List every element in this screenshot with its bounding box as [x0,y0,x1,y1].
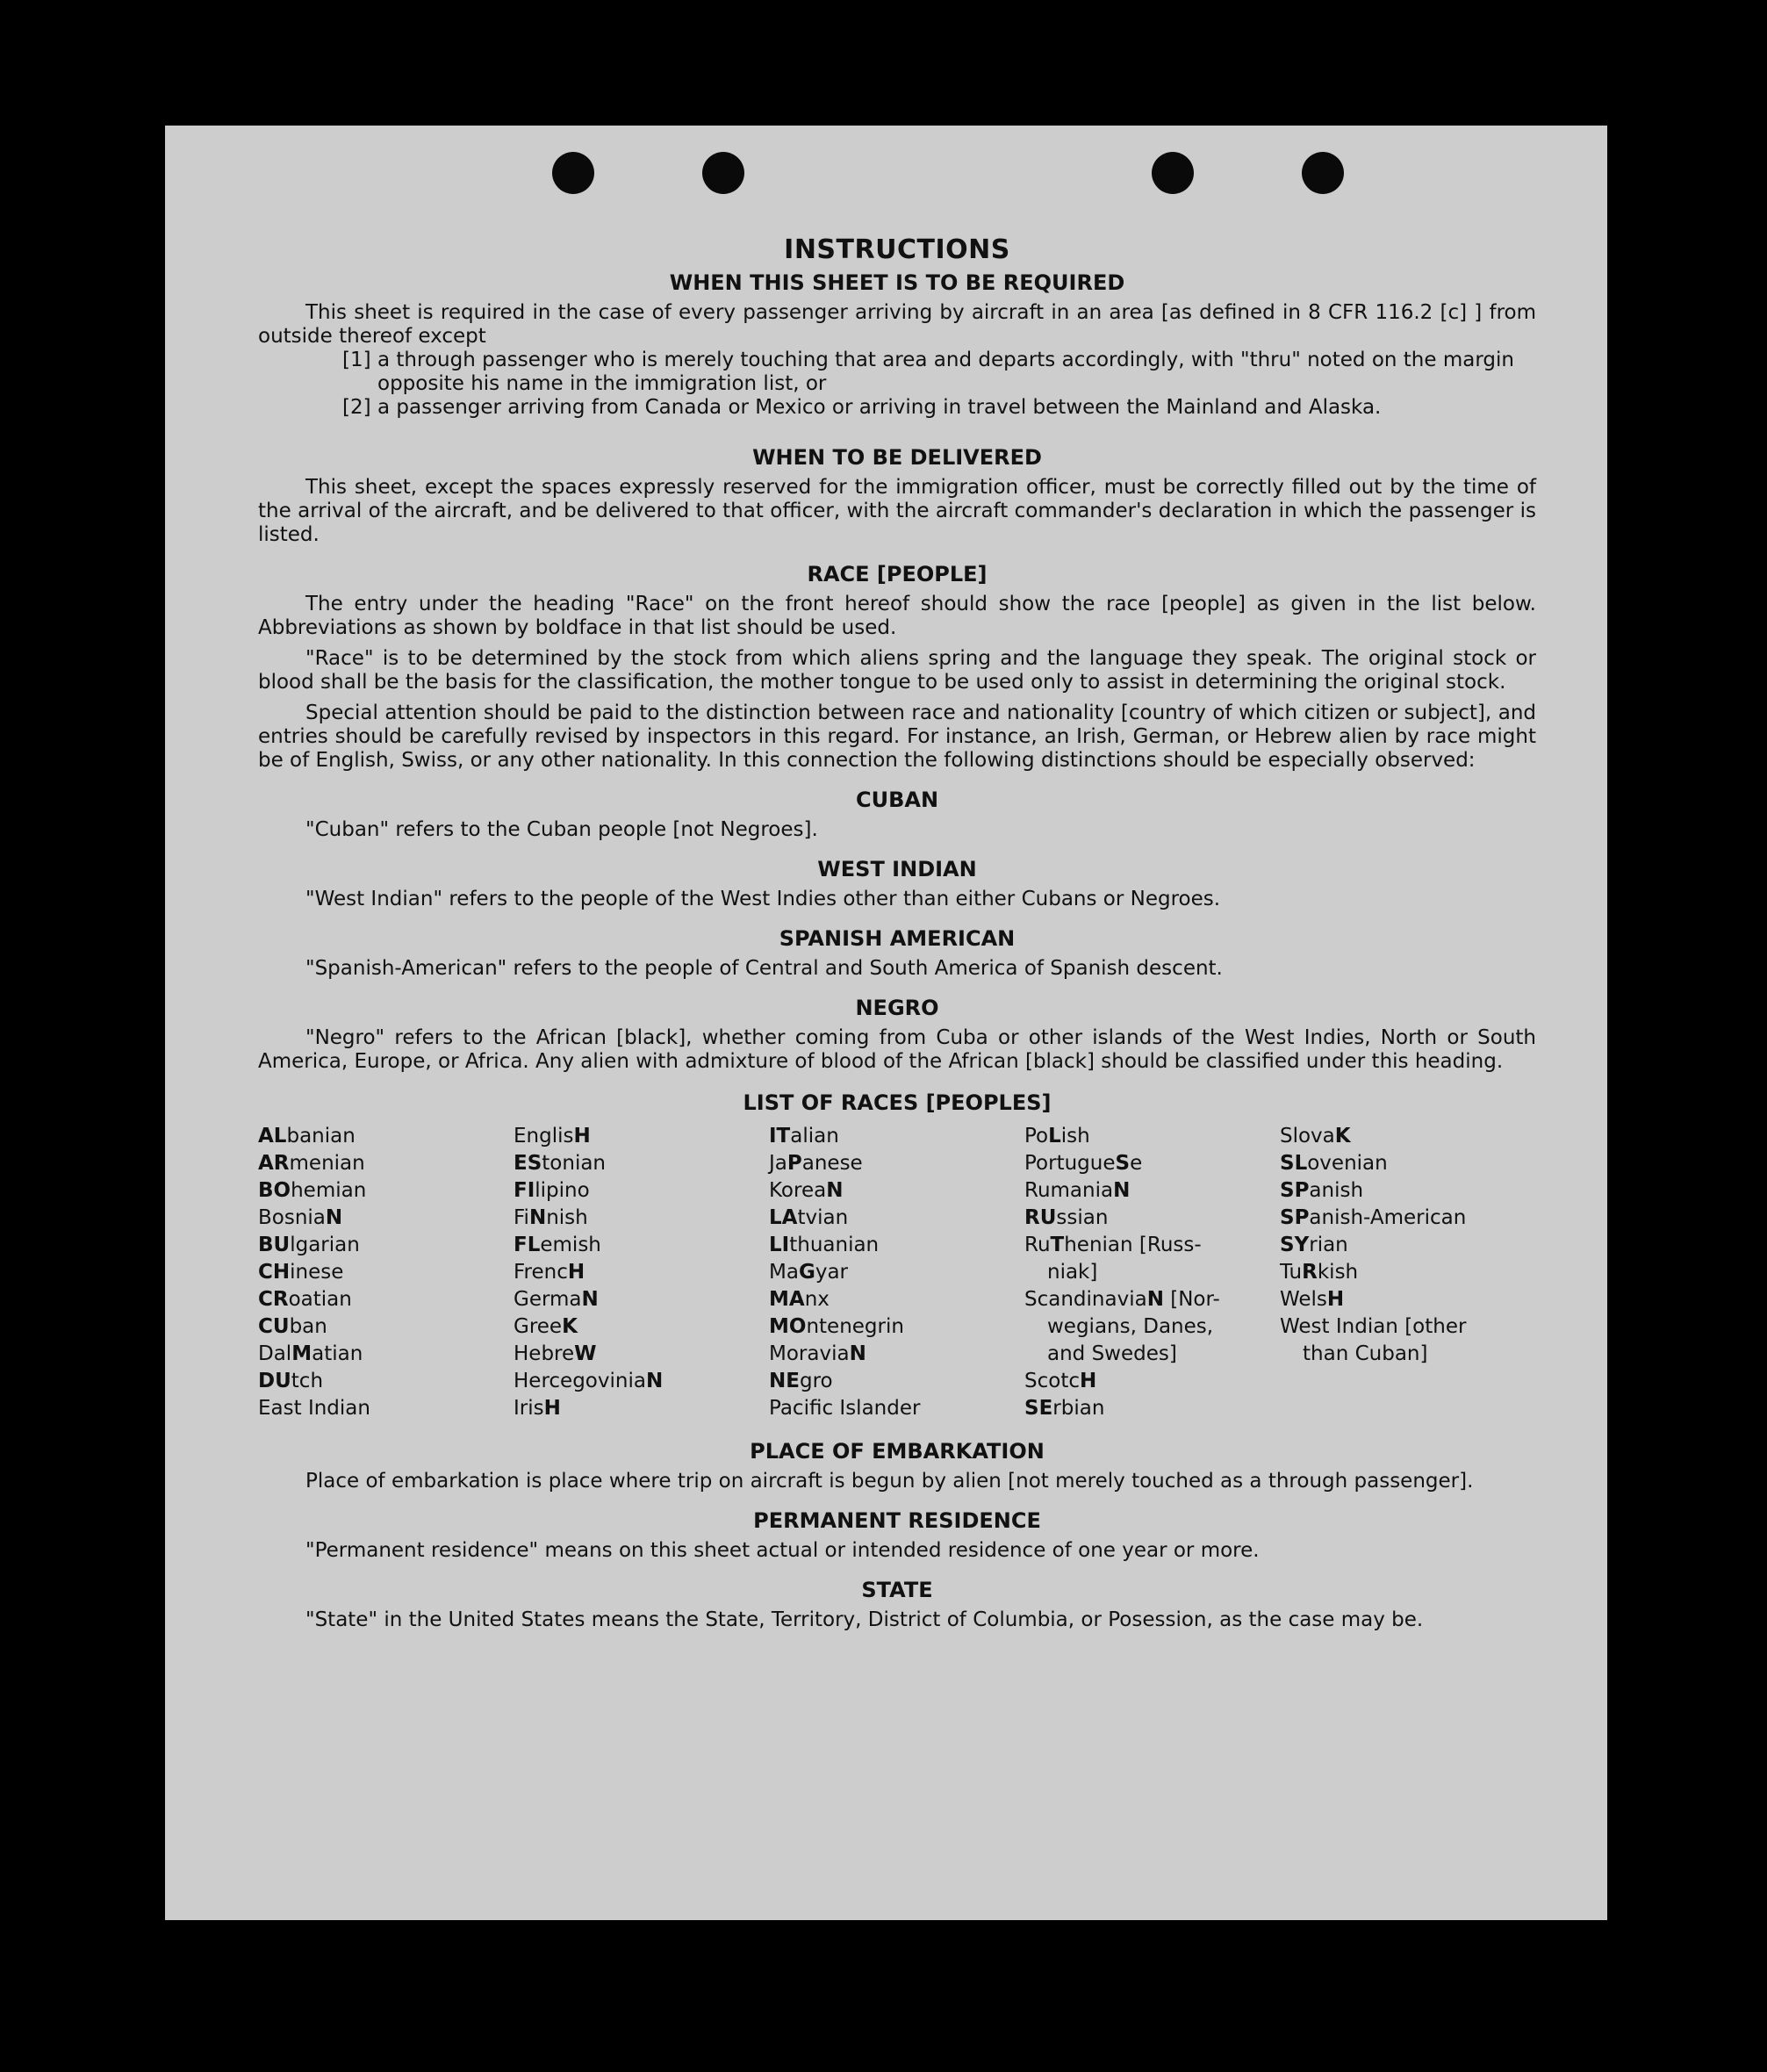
race-entry: NEgro [769,1370,833,1392]
punch-hole [1152,152,1194,194]
race-entry: niak] [1047,1261,1098,1284]
spanish-american-text: "Spanish-American" refers to the people of Central and South America of Spanish descent. [305,957,1223,980]
heading-negro: NEGRO [855,996,939,1020]
item-number: [2] [342,396,371,419]
race-entry: DUtch [258,1370,324,1392]
race-entry: IrisH [514,1397,561,1420]
race-entry: MaGyar [769,1261,849,1284]
race-entry: SLovenian [1280,1152,1388,1175]
race-entry: MOntenegrin [769,1315,904,1338]
race-entry: SYrian [1280,1234,1348,1256]
races-column [1280,1123,1535,1422]
races-column [258,1123,514,1422]
heading-race: RACE [PEOPLE] [807,562,988,586]
race-entry: WelsH [1280,1288,1345,1311]
heading-cuban: CUBAN [855,788,939,812]
race-entry: wegians, Danes, [1047,1315,1214,1338]
race-entry: JaPanese [769,1152,863,1175]
race-entry: than Cuban] [1303,1342,1428,1365]
race-entry: SlovaK [1280,1125,1351,1148]
heading-delivered: WHEN TO BE DELIVERED [752,445,1042,470]
race-entry: RumaniaN [1024,1179,1131,1202]
race-entry: PoLish [1024,1125,1090,1148]
races-list [258,1123,1536,1422]
embarkation-text: Place of embarkation is place where trip on aircraft is begun by alien [not merely touched as a through passenger]. [305,1470,1474,1493]
race-entry: BOhemian [258,1179,367,1202]
race-entry: FiNnish [514,1206,588,1229]
item-text: a passenger arriving from Canada or Mexico or arriving in travel between the Mainland and Alaska. [377,396,1382,419]
race-entry: BosniaN [258,1206,343,1229]
race-entry: and Swedes] [1047,1342,1177,1365]
race-entry: DalMatian [258,1342,363,1365]
race-entry: SPanish [1280,1179,1364,1202]
race-entry: TuRkish [1280,1261,1359,1284]
race-entry: ScotcH [1024,1370,1097,1392]
document-sheet [165,126,1607,1920]
race-entry: LAtvian [769,1206,849,1229]
state-text: "State" in the United States means the State, Territory, District of Columbia, or Posession, as the case may be. [305,1608,1424,1631]
race-entry: SPanish-American [1280,1206,1467,1229]
punch-hole [1302,152,1344,194]
page-title: INSTRUCTIONS [784,234,1010,265]
races-column [769,1123,1024,1422]
negro-text: "Negro" refers to the African [black], whether coming from Cuba or other islands of the West Indies, North or South America, Europe, or Africa. Any alien with admixture of blood of the African [black] should be classified under this heading. [258,1026,1536,1073]
race-entry: FLemish [514,1234,601,1256]
races-column [514,1123,769,1422]
race-entry: HercegoviniaN [514,1370,664,1392]
race-entry: EStonian [514,1152,607,1175]
race-entry: HebreW [514,1342,597,1365]
race-entry: LIthuanian [769,1234,880,1256]
race-entry: KoreaN [769,1179,844,1202]
delivered-text: This sheet, except the spaces expressly reserved for the immigration officer, must be correctly filled out by the time of the arrival of the aircraft, and be delivered to that officer, with the aircraft commander's declaration in which the passenger is listed. [258,476,1536,546]
race-entry: ARmenian [258,1152,365,1175]
race-entry: MoraviaN [769,1342,866,1365]
heading-west-indian: WEST INDIAN [817,857,977,881]
race-entry: Pacific Islander [769,1397,921,1420]
residence-text: "Permanent residence" means on this sheet actual or intended residence of one year or more. [305,1539,1260,1562]
required-intro: This sheet is required in the case of every passenger arriving by aircraft in an area [as defined in 8 CFR 116.2 [c] ] from outside thereof except [258,301,1536,348]
heading-list-of-races: LIST OF RACES [PEOPLES] [743,1090,1052,1115]
race-entry: ScandinaviaN [Nor- [1024,1288,1220,1311]
race-entry: CUban [258,1315,327,1338]
race-entry: RuThenian [Russ- [1024,1234,1202,1256]
item-text: a through passenger who is merely touching that area and departs accordingly, with "thru" noted on the margin opposite his name in the immigration list, or [377,349,1514,395]
race-entry: CHinese [258,1261,344,1284]
races-column [1024,1123,1280,1422]
race-entry: BUlgarian [258,1234,360,1256]
instructions-content [258,234,1536,1632]
punch-hole [552,152,594,194]
race-entry: ALbanian [258,1125,356,1148]
exception-item-1 [342,349,1536,396]
heading-embarkation: PLACE OF EMBARKATION [750,1439,1045,1464]
race-entry: FrencH [514,1261,585,1284]
heading-state: STATE [861,1578,933,1602]
race-entry: MAnx [769,1288,830,1311]
cuban-text: "Cuban" refers to the Cuban people [not Negroes]. [305,818,818,841]
item-number: [1] [342,349,371,371]
race-entry: PortugueSe [1024,1152,1143,1175]
race-entry: GermaN [514,1288,599,1311]
west-indian-text: "West Indian" refers to the people of the West Indies other than either Cubans or Negroes. [305,888,1221,910]
race-paragraph-2: "Race" is to be determined by the stock from which aliens spring and the language they speak. The original stock or blood shall be the basis for the classification, the mother tongue to be used only to assist in determining the original stock. [258,647,1536,694]
race-entry: East Indian [258,1397,370,1420]
race-entry: CRoatian [258,1288,352,1311]
heading-permanent-residence: PERMANENT RESIDENCE [753,1508,1041,1533]
race-paragraph-3: Special attention should be paid to the distinction between race and nationality [country of which citizen or subject], and entries should be carefully revised by inspectors in this regard. For instance, an Irish, German, or Hebrew alien by race might be of English, Swiss, or any other nationality. In this connection the following distinctions should be especially observed: [258,701,1536,772]
race-entry: RUssian [1024,1206,1109,1229]
race-entry: ITalian [769,1125,839,1148]
race-paragraph-1: The entry under the heading "Race" on the front hereof should show the race [people] as given in the list below. Abbreviations as shown by boldface in that list should be used. [258,593,1536,639]
heading-required: WHEN THIS SHEET IS TO BE REQUIRED [669,270,1125,295]
race-entry: EnglisH [514,1125,591,1148]
race-entry: FIlipino [514,1179,590,1202]
race-entry: SErbian [1024,1397,1105,1420]
exception-item-2 [342,396,1536,420]
punch-hole [702,152,744,194]
race-entry: West Indian [other [1280,1315,1467,1338]
race-entry: GreeK [514,1315,578,1338]
heading-spanish-american: SPANISH AMERICAN [779,926,1016,951]
